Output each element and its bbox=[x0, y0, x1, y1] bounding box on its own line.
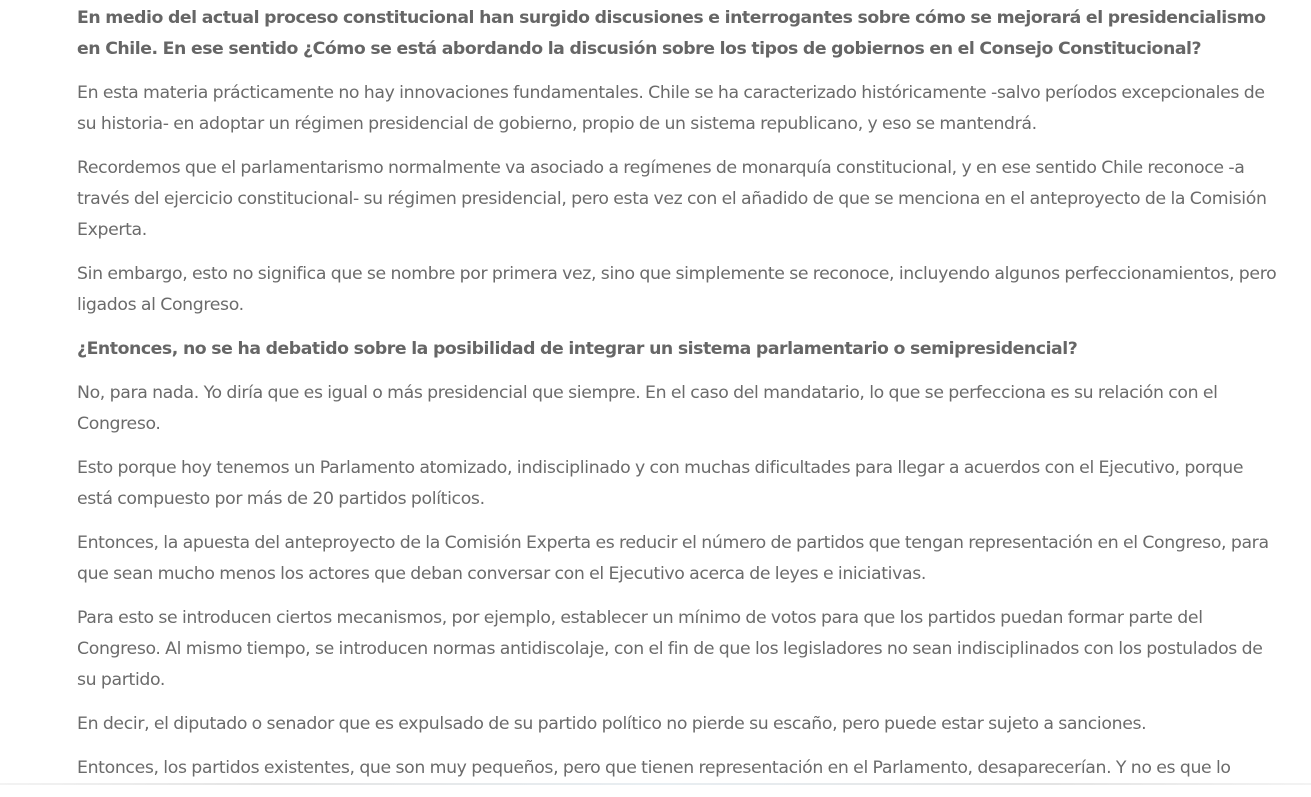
interview-answer-paragraph: En esta materia prácticamente no hay innovaciones fundamentales. Chile se ha caracterizado históricamente -salvo períodos excepcionales de su historia- en adoptar un régimen presidencial de gobierno, propio de un sistema republicano, y eso se mantendrá. bbox=[77, 83, 1265, 134]
article-body bbox=[77, 3, 1282, 797]
interview-answer-paragraph: Sin embargo, esto no significa que se nombre por primera vez, sino que simplemente se reconoce, incluyendo algunos perfeccionamientos, pero ligados al Congreso. bbox=[77, 264, 1277, 315]
interview-question: ¿Entonces, no se ha debatido sobre la posibilidad de integrar un sistema parlamentario o semipresidencial? bbox=[77, 339, 1078, 359]
interview-answer-paragraph: Para esto se introducen ciertos mecanismos, por ejemplo, establecer un mínimo de votos para que los partidos puedan formar parte del Congreso. Al mismo tiempo, se introducen normas antidiscolaje, con el fin de que los legisladores no sean indisciplinados con los postulados de su partido. bbox=[77, 608, 1263, 690]
interview-answer-paragraph: En decir, el diputado o senador que es expulsado de su partido político no pierde su escaño, pero puede estar sujeto a sanciones. bbox=[77, 714, 1147, 734]
interview-answer-paragraph: Entonces, los partidos existentes, que son muy pequeños, pero que tienen representación en el Parlamento, desaparecerían. Y no es que lo bbox=[77, 758, 1231, 778]
interview-answer-paragraph: Entonces, la apuesta del anteproyecto de la Comisión Experta es reducir el número de partidos que tengan representación en el Congreso, para que sean mucho menos los actores que deban conversar con el Ejecutivo acerca de leyes e iniciativas. bbox=[77, 533, 1269, 584]
interview-answer-paragraph: Esto porque hoy tenemos un Parlamento atomizado, indisciplinado y con muchas dificultades para llegar a acuerdos con el Ejecutivo, porque está compuesto por más de 20 partidos políticos. bbox=[77, 458, 1244, 509]
interview-question: En medio del actual proceso constitucional han surgido discusiones e interrogantes sobre cómo se mejorará el presidencialismo en Chile. En ese sentido ¿Cómo se está abordando la discusión sobre los tipos de gobiernos en el Consejo Constitucional? bbox=[77, 8, 1266, 59]
interview-answer-paragraph: Recordemos que el parlamentarismo normalmente va asociado a regímenes de monarquía constitucional, y en ese sentido Chile reconoce -a través del ejercicio constitucional- su régimen presidencial, pero esta vez con el añadido de que se menciona en el anteproyecto de la Comisión Experta. bbox=[77, 158, 1267, 240]
interview-answer-paragraph: No, para nada. Yo diría que es igual o más presidencial que siempre. En el caso del mandatario, lo que se perfecciona es su relación con el Congreso. bbox=[77, 383, 1218, 434]
